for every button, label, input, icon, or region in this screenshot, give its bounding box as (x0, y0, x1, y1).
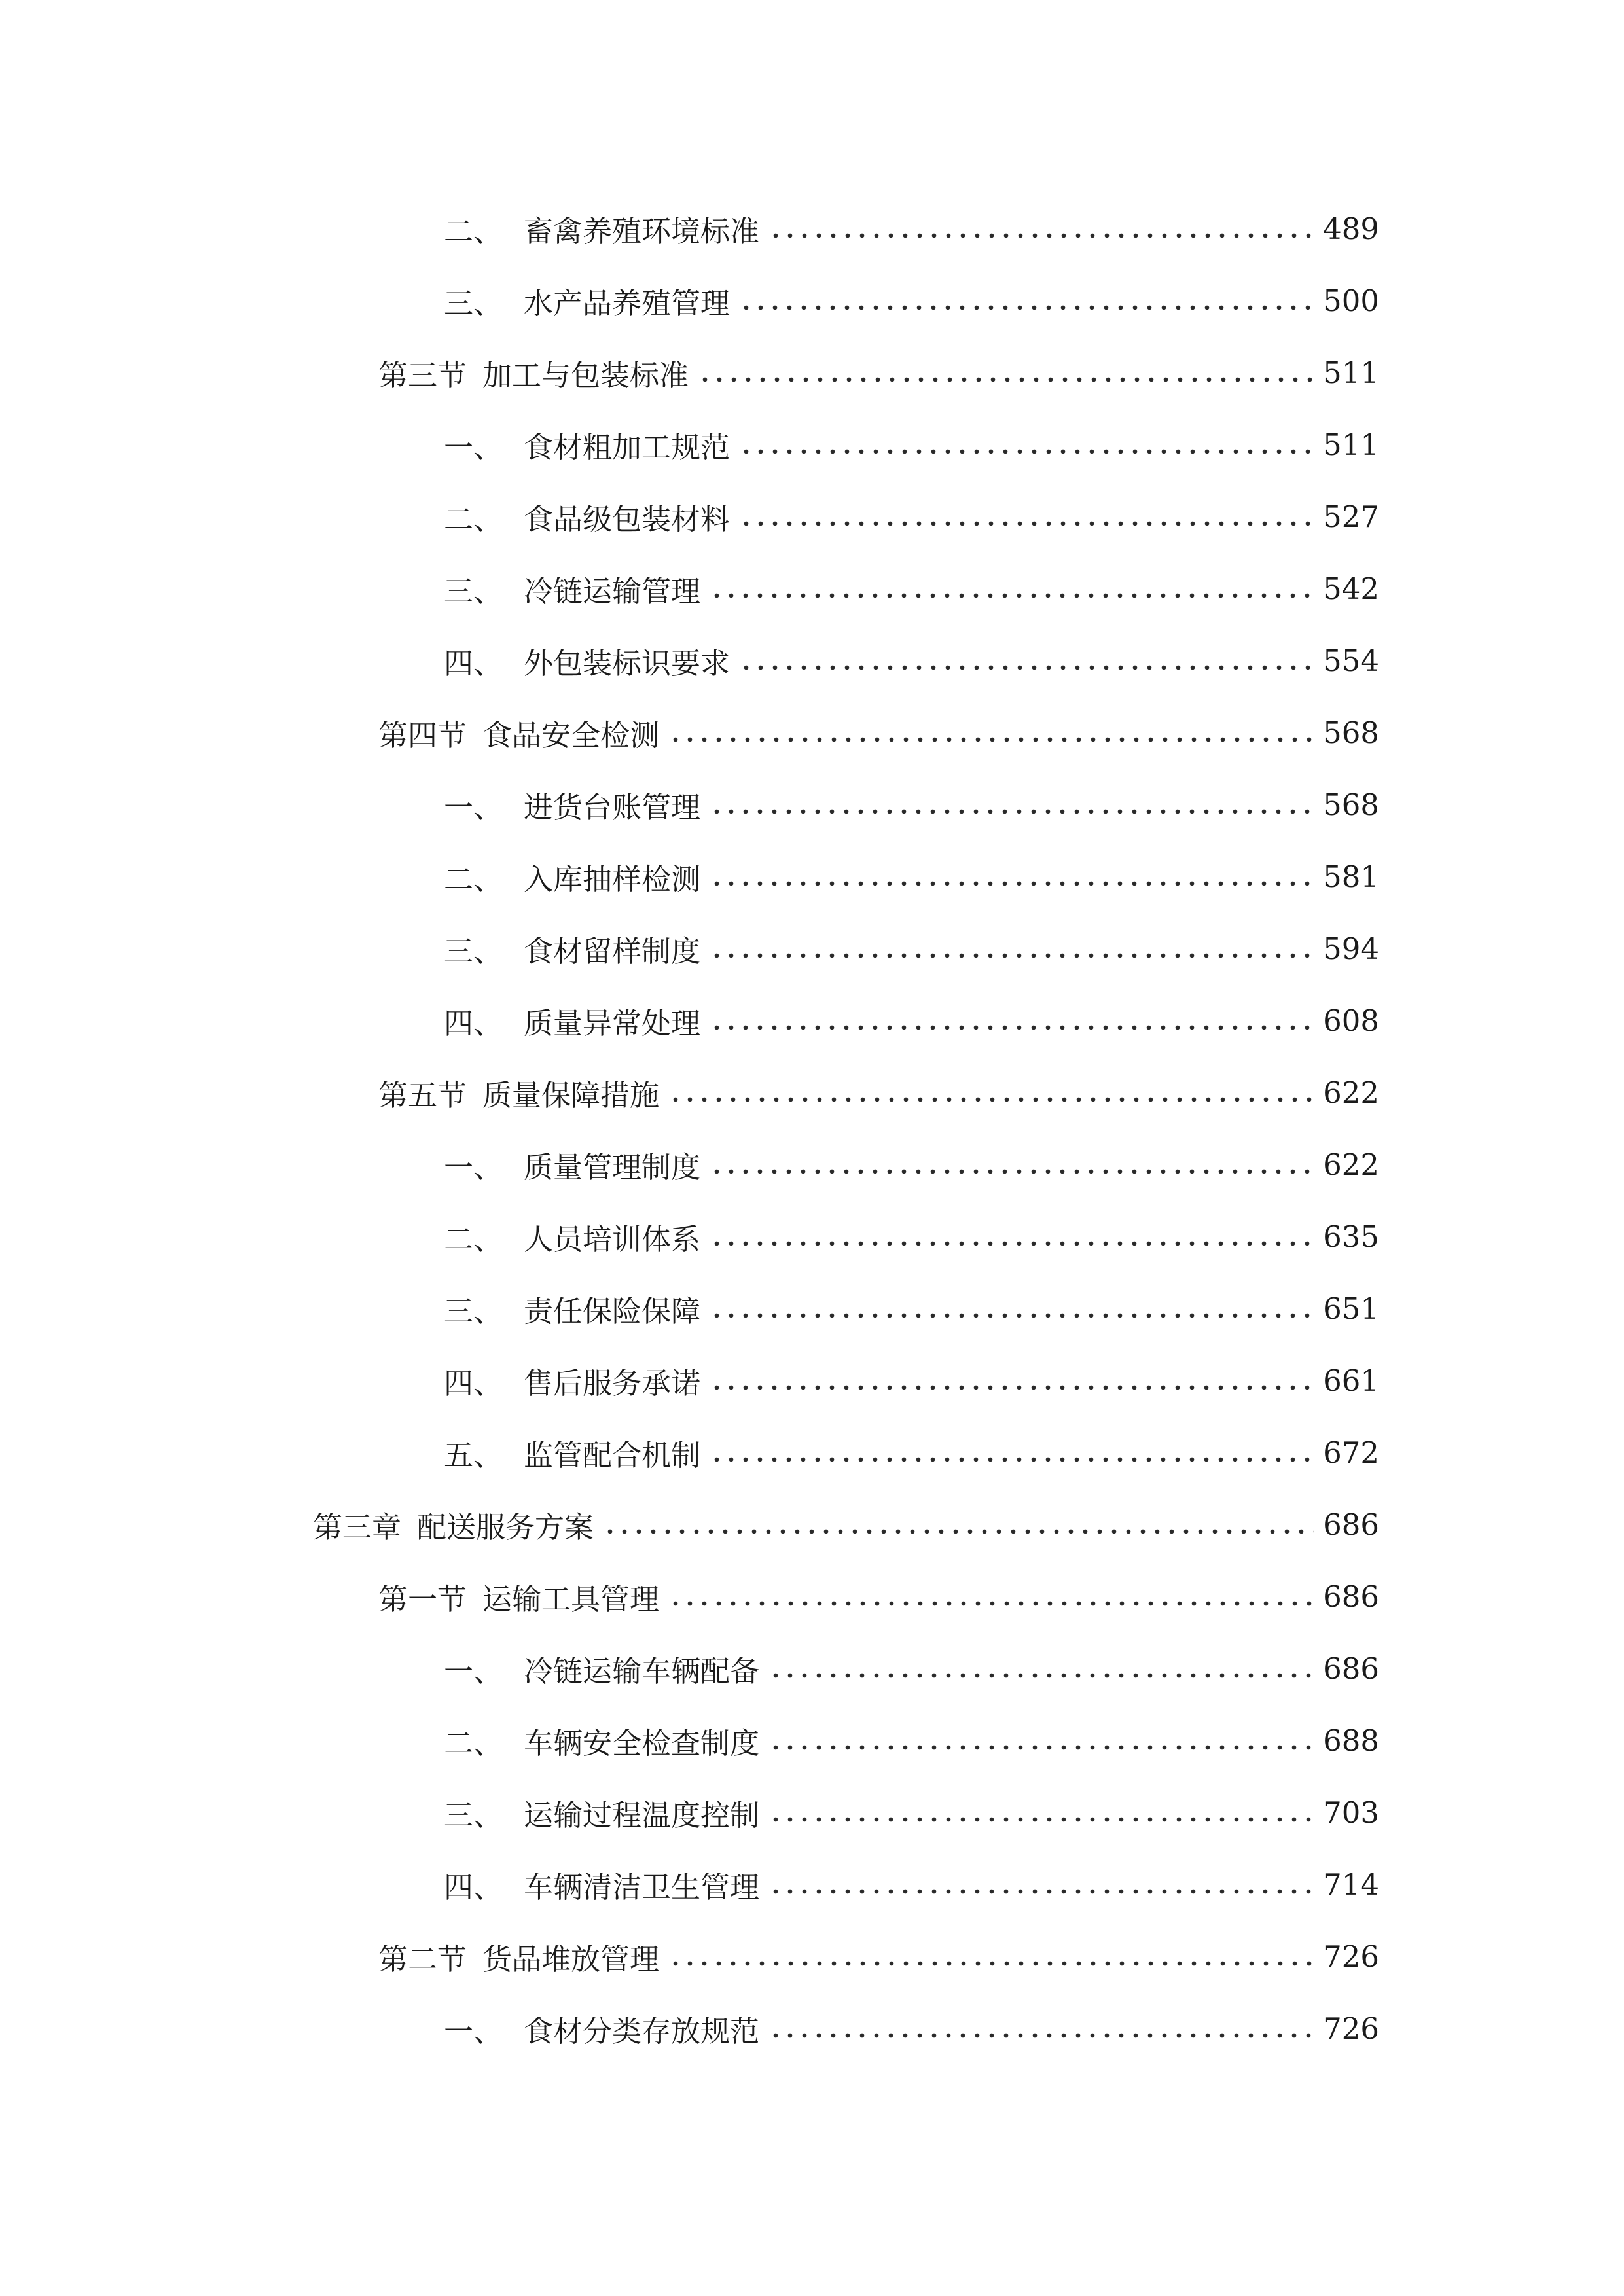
entry-title: 水产品养殖管理 (524, 285, 731, 321)
toc-entry[interactable] (0, 1632, 1624, 1704)
entry-number: 一、 (444, 429, 503, 465)
entry-number: 二、 (444, 1725, 503, 1761)
entry-title: 运输工具管理 (482, 1581, 660, 1617)
page-number: 568 (1323, 787, 1379, 822)
page-number: 661 (1323, 1363, 1379, 1398)
dot-leader (710, 952, 1314, 960)
page-number: 622 (1323, 1147, 1379, 1182)
toc-entry[interactable] (0, 1128, 1624, 1200)
dot-leader (710, 1240, 1314, 1247)
page-number: 726 (1323, 1939, 1379, 1974)
entry-number: 一、 (444, 789, 503, 825)
page-number: 703 (1323, 1795, 1379, 1830)
toc-entry[interactable] (0, 1776, 1624, 1848)
toc-entry[interactable] (0, 624, 1624, 696)
dot-leader (739, 664, 1314, 672)
page-number: 511 (1323, 355, 1379, 390)
toc-entry[interactable] (0, 1992, 1624, 2064)
page-number: 672 (1323, 1435, 1379, 1470)
entry-number: 四、 (444, 1005, 503, 1041)
entry-number: 二、 (444, 213, 503, 249)
entry-number: 第三章 (313, 1509, 402, 1545)
dot-leader (698, 376, 1314, 384)
entry-title: 食品安全检测 (482, 717, 660, 753)
entry-title: 运输过程温度控制 (524, 1797, 760, 1833)
entry-number: 三、 (444, 1293, 503, 1329)
entry-title: 售后服务承诺 (524, 1365, 701, 1401)
dot-leader (710, 1024, 1314, 1031)
toc-entry[interactable] (0, 984, 1624, 1056)
entry-number: 第二节 (378, 1941, 467, 1977)
entry-number: 一、 (444, 2013, 503, 2049)
dot-leader (710, 1312, 1314, 1319)
toc-entry[interactable] (0, 1920, 1624, 1992)
dot-leader (768, 1816, 1314, 1823)
entry-number: 第三节 (378, 357, 467, 393)
dot-leader (710, 808, 1314, 816)
toc-entry[interactable] (0, 696, 1624, 768)
toc-entry[interactable] (0, 1272, 1624, 1344)
page-number: 686 (1323, 1579, 1379, 1614)
entry-title: 食品级包装材料 (524, 501, 731, 537)
entry-title: 进货台账管理 (524, 789, 701, 825)
entry-number: 三、 (444, 933, 503, 969)
entry-number: 二、 (444, 1221, 503, 1257)
dot-leader (603, 1528, 1314, 1535)
dot-leader (768, 1672, 1314, 1679)
dot-leader (768, 1744, 1314, 1751)
page-number: 568 (1323, 715, 1379, 750)
entry-title: 质量保障措施 (482, 1077, 660, 1113)
entry-number: 三、 (444, 573, 503, 609)
toc-entry[interactable] (0, 1416, 1624, 1488)
dot-leader (739, 448, 1314, 456)
entry-title: 入库抽样检测 (524, 861, 701, 897)
dot-leader (710, 1168, 1314, 1175)
entry-title: 责任保险保障 (524, 1293, 701, 1329)
entry-number: 二、 (444, 501, 503, 537)
page-number: 542 (1323, 571, 1379, 606)
page-number: 622 (1323, 1075, 1379, 1110)
entry-number: 三、 (444, 285, 503, 321)
dot-leader (739, 304, 1314, 312)
entry-number: 二、 (444, 861, 503, 897)
toc-entry[interactable] (0, 1560, 1624, 1632)
page-number: 511 (1323, 427, 1379, 462)
entry-title: 外包装标识要求 (524, 645, 731, 681)
toc-entry[interactable] (0, 1488, 1624, 1560)
page-number: 581 (1323, 859, 1379, 894)
entry-number: 一、 (444, 1653, 503, 1689)
entry-number: 第五节 (378, 1077, 467, 1113)
toc-entry[interactable] (0, 1704, 1624, 1776)
page-number: 594 (1323, 931, 1379, 966)
page-number: 688 (1323, 1723, 1379, 1758)
entry-number: 五、 (444, 1437, 503, 1473)
entry-title: 车辆安全检查制度 (524, 1725, 760, 1761)
dot-leader (710, 880, 1314, 888)
dot-leader (668, 736, 1314, 744)
entry-title: 监管配合机制 (524, 1437, 701, 1473)
page-number: 686 (1323, 1507, 1379, 1542)
toc-entry[interactable] (0, 1200, 1624, 1272)
dot-leader (710, 1384, 1314, 1391)
entry-number: 三、 (444, 1797, 503, 1833)
page-number: 651 (1323, 1291, 1379, 1326)
entry-title: 冷链运输管理 (524, 573, 701, 609)
dot-leader (710, 1456, 1314, 1463)
entry-title: 质量异常处理 (524, 1005, 701, 1041)
dot-leader (768, 232, 1314, 240)
entry-title: 畜禽养殖环境标准 (524, 213, 760, 249)
entry-title: 冷链运输车辆配备 (524, 1653, 760, 1689)
page-number: 686 (1323, 1651, 1379, 1686)
entry-title: 车辆清洁卫生管理 (524, 1869, 760, 1905)
entry-number: 四、 (444, 1869, 503, 1905)
entry-number: 第四节 (378, 717, 467, 753)
page-number: 500 (1323, 283, 1379, 318)
page-number: 608 (1323, 1003, 1379, 1038)
toc-entry[interactable] (0, 552, 1624, 624)
toc-entry[interactable] (0, 768, 1624, 840)
dot-leader (668, 1096, 1314, 1103)
toc-entry[interactable] (0, 336, 1624, 408)
toc-entry[interactable] (0, 264, 1624, 336)
entry-title: 食材留样制度 (524, 933, 701, 969)
toc-entry[interactable] (0, 840, 1624, 912)
entry-number: 四、 (444, 645, 503, 681)
toc-entry[interactable] (0, 480, 1624, 552)
toc-entry[interactable] (0, 408, 1624, 480)
toc-entry[interactable] (0, 192, 1624, 264)
toc-entry[interactable] (0, 1344, 1624, 1416)
page-number: 714 (1323, 1867, 1379, 1902)
entry-number: 一、 (444, 1149, 503, 1185)
entry-title: 质量管理制度 (524, 1149, 701, 1185)
toc-entry[interactable] (0, 912, 1624, 984)
page-number: 635 (1323, 1219, 1379, 1254)
entry-title: 人员培训体系 (524, 1221, 701, 1257)
entry-title: 食材分类存放规范 (524, 2013, 760, 2049)
dot-leader (739, 520, 1314, 528)
entry-number: 第一节 (378, 1581, 467, 1617)
entry-title: 配送服务方案 (417, 1509, 594, 1545)
page-number: 489 (1323, 211, 1379, 246)
page-number: 554 (1323, 643, 1379, 678)
entry-title: 加工与包装标准 (482, 357, 689, 393)
entry-title: 食材粗加工规范 (524, 429, 731, 465)
dot-leader (768, 2032, 1314, 2039)
dot-leader (668, 1600, 1314, 1607)
entry-title: 货品堆放管理 (482, 1941, 660, 1977)
page-number: 726 (1323, 2011, 1379, 2046)
entry-number: 四、 (444, 1365, 503, 1401)
dot-leader (710, 592, 1314, 600)
page-number: 527 (1323, 499, 1379, 534)
dot-leader (768, 1888, 1314, 1895)
dot-leader (668, 1960, 1314, 1967)
toc-entry[interactable] (0, 1056, 1624, 1128)
toc-entry[interactable] (0, 1848, 1624, 1920)
